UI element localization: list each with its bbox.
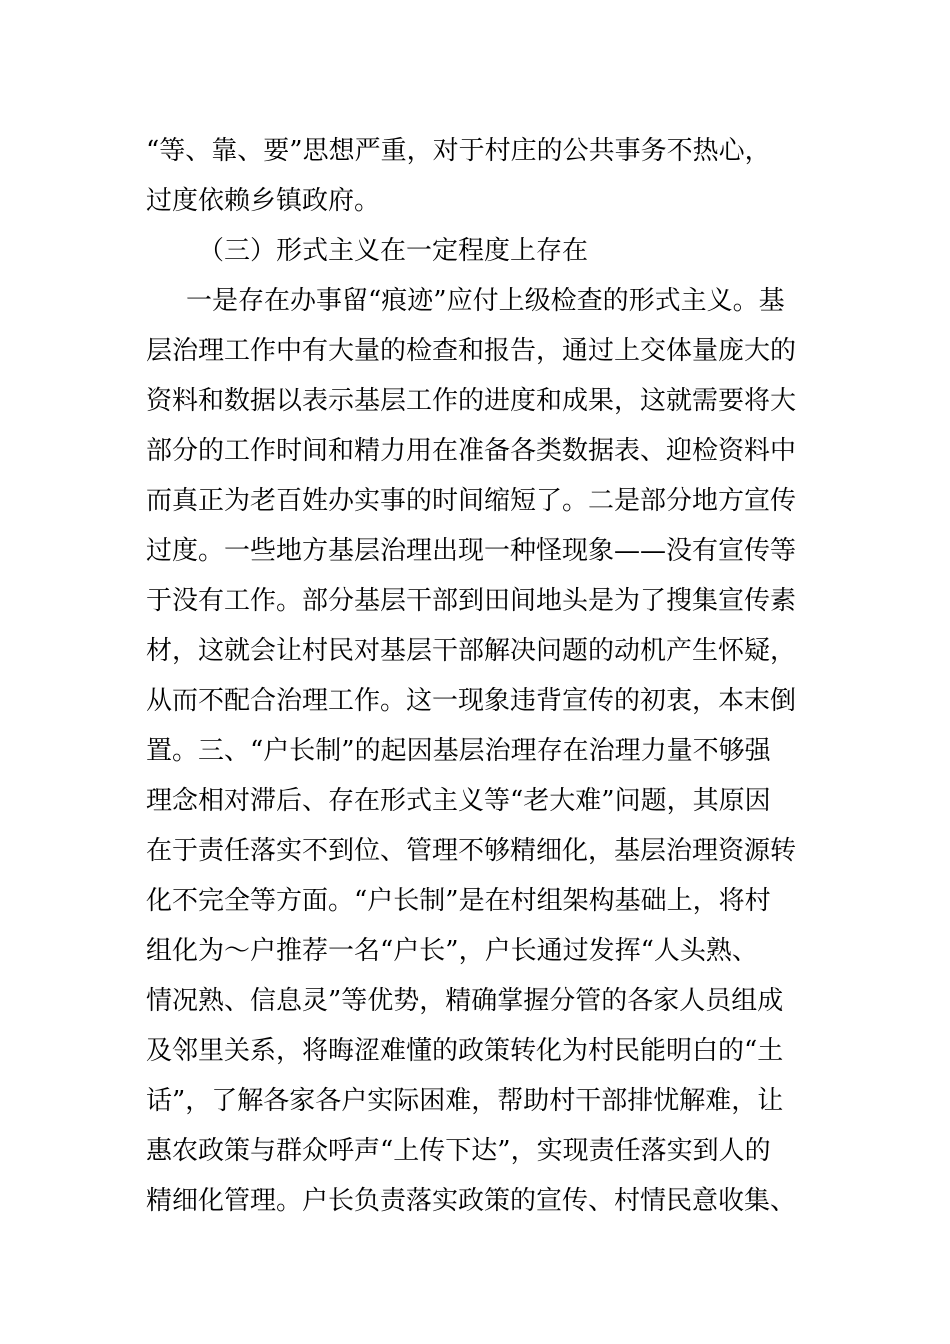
text-line: 在于责任落实不到位、管理不够精细化，基层治理资源转 bbox=[146, 836, 797, 866]
body-text bbox=[146, 126, 816, 1226]
text-line: 部分的工作时间和精力用在准备各类数据表、迎检资料中 bbox=[146, 436, 797, 466]
text-line: 材，这就会让村民对基层干部解决问题的动机产生怀疑， bbox=[146, 636, 797, 666]
text-line: 置。三、“户长制”的起因基层治理存在治理力量不够强 bbox=[146, 736, 771, 766]
text-line: 从而不配合治理工作。这一现象违背宣传的初衷，本末倒 bbox=[146, 686, 797, 716]
text-line: 话”，了解各家各户实际困难，帮助村干部排忧解难，让 bbox=[146, 1086, 784, 1116]
text-line: “等、靠、要”思想严重，对于村庄的公共事务不热心， bbox=[146, 136, 771, 166]
text-line: 而真正为老百姓办实事的时间缩短了。二是部分地方宣传 bbox=[146, 486, 797, 516]
text-line: 化不完全等方面。“户长制”是在村组架构基础上，将村 bbox=[146, 886, 771, 916]
text-line: 组化为～户推荐一名“户长”，户长通过发挥“人头熟、 bbox=[146, 936, 758, 966]
text-line: 过度。一些地方基层治理出现一种怪现象——没有宣传等 bbox=[146, 536, 797, 566]
text-line: 资料和数据以表示基层工作的进度和成果，这就需要将大 bbox=[146, 386, 797, 416]
text-line: 层治理工作中有大量的检查和报告，通过上交体量庞大的 bbox=[146, 336, 797, 366]
text-line: 理念相对滞后、存在形式主义等“老大难”问题，其原因 bbox=[146, 786, 771, 816]
text-line: 惠农政策与群众呼声“上传下达”，实现责任落实到人的 bbox=[146, 1136, 771, 1166]
text-line: 于没有工作。部分基层干部到田间地头是为了搜集宣传素 bbox=[146, 586, 797, 616]
section-heading: （三）形式主义在一定程度上存在 bbox=[198, 236, 589, 266]
text-line: 情况熟、信息灵”等优势，精确掌握分管的各家人员组成 bbox=[146, 986, 784, 1016]
text-line: 一是存在办事留“痕迹”应付上级检查的形式主义。基 bbox=[186, 286, 785, 316]
text-line: 过度依赖乡镇政府。 bbox=[146, 186, 381, 216]
text-line: 及邻里关系，将晦涩难懂的政策转化为村民能明白的“土 bbox=[146, 1036, 784, 1066]
text-line: 精细化管理。户长负责落实政策的宣传、村情民意收集、 bbox=[146, 1186, 797, 1216]
